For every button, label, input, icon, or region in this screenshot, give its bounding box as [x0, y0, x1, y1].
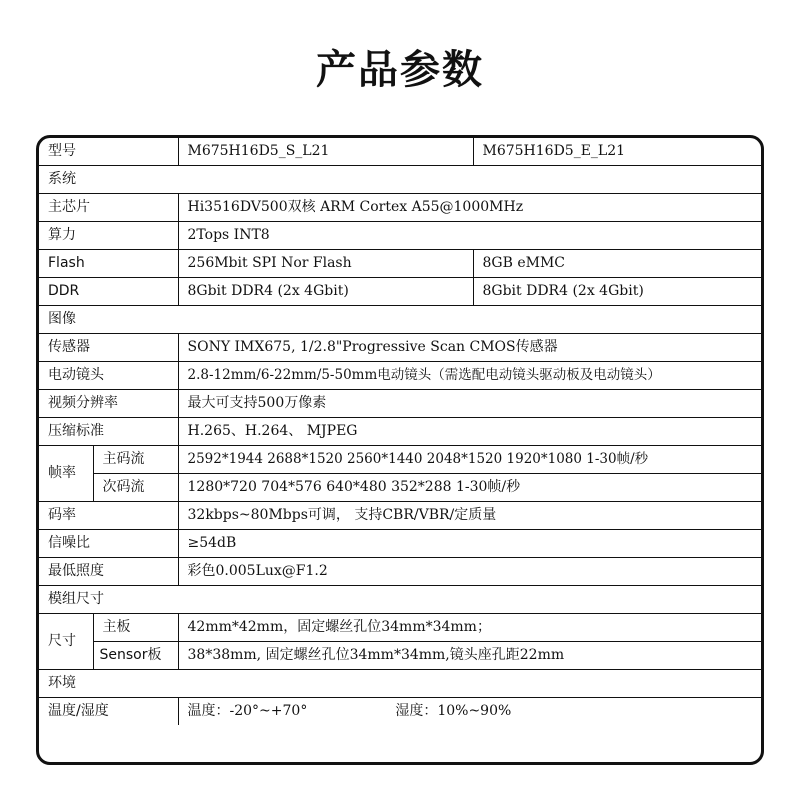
row-label-framerate: 帧率	[39, 446, 93, 502]
section-system: 系统	[39, 166, 764, 194]
framerate-main-value: 2592*1944 2688*1520 2560*1440 2048*1520 1920*1080 1-30帧/秒	[178, 446, 764, 474]
sensor-value: SONY IMX675, 1/2.8"Progressive Scan CMOS传感器	[178, 334, 764, 362]
section-row	[39, 586, 764, 614]
size-sensor-label: Sensor板	[93, 642, 178, 670]
lens-value: 2.8-12mm/6-22mm/5-50mm电动镜头（需选配电动镜头驱动板及电动镜头）	[178, 362, 764, 390]
model-s-value: M675H16D5_S_L21	[178, 138, 473, 166]
table-row	[39, 278, 764, 306]
framerate-sub-value: 1280*720 704*576 640*480 352*288 1-30帧/秒	[178, 474, 764, 502]
table-row	[39, 642, 764, 670]
section-image: 图像	[39, 306, 764, 334]
row-label-min-illum: 最低照度	[39, 558, 178, 586]
table-row	[39, 138, 764, 166]
table-row	[39, 614, 764, 642]
page-title: 产品参数	[316, 47, 484, 93]
section-row	[39, 306, 764, 334]
row-label-flash: Flash	[39, 250, 178, 278]
ddr-e-value: 8Gbit DDR4 (2x 4Gbit)	[473, 278, 764, 306]
bitrate-value: 32kbps~80Mbps可调， 支持CBR/VBR/定质量	[178, 502, 764, 530]
framerate-main-label: 主码流	[93, 446, 178, 474]
humidity-value: 湿度：10%~90%	[395, 703, 512, 719]
framerate-sub-label: 次码流	[93, 474, 178, 502]
flash-s-value: 256Mbit SPI Nor Flash	[178, 250, 473, 278]
row-label-compression: 压缩标准	[39, 418, 178, 446]
row-label-lens: 电动镜头	[39, 362, 178, 390]
row-label-compute: 算力	[39, 222, 178, 250]
table-row	[39, 362, 764, 390]
table-row	[39, 698, 764, 726]
snr-value: ≥54dB	[178, 530, 764, 558]
ddr-s-value: 8Gbit DDR4 (2x 4Gbit)	[178, 278, 473, 306]
row-label-size: 尺寸	[39, 614, 93, 670]
temperature-value: 温度：-20°~+70°	[187, 703, 308, 719]
flash-e-value: 8GB eMMC	[473, 250, 764, 278]
size-sensor-value: 38*38mm, 固定螺丝孔位34mm*34mm,镜头座孔距22mm	[178, 642, 764, 670]
row-label-bitrate: 码率	[39, 502, 178, 530]
table-row	[39, 418, 764, 446]
row-label-resolution: 视频分辨率	[39, 390, 178, 418]
resolution-value: 最大可支持500万像素	[178, 390, 764, 418]
section-row	[39, 166, 764, 194]
row-label-soc: 主芯片	[39, 194, 178, 222]
row-label-temp-humidity: 温度/湿度	[39, 698, 178, 726]
compute-value: 2Tops INT8	[178, 222, 764, 250]
min-illum-value: 彩色0.005Lux@F1.2	[178, 558, 764, 586]
table-row	[39, 530, 764, 558]
table-row	[39, 194, 764, 222]
spec-table-frame	[36, 135, 764, 765]
section-environment: 环境	[39, 670, 764, 698]
temp-humidity-value	[178, 698, 764, 726]
table-row	[39, 446, 764, 474]
row-label-snr: 信噪比	[39, 530, 178, 558]
table-row	[39, 334, 764, 362]
spec-table	[39, 137, 764, 725]
row-label-model: 型号	[39, 138, 178, 166]
size-main-label: 主板	[93, 614, 178, 642]
table-row	[39, 250, 764, 278]
model-e-value: M675H16D5_E_L21	[473, 138, 764, 166]
table-row	[39, 390, 764, 418]
section-row	[39, 670, 764, 698]
table-row	[39, 502, 764, 530]
table-row	[39, 474, 764, 502]
section-module-size: 模组尺寸	[39, 586, 764, 614]
table-row	[39, 222, 764, 250]
compression-value: H.265、H.264、 MJPEG	[178, 418, 764, 446]
soc-value: Hi3516DV500双核 ARM Cortex A55@1000MHz	[178, 194, 764, 222]
size-main-value: 42mm*42mm，固定螺丝孔位34mm*34mm；	[178, 614, 764, 642]
row-label-ddr: DDR	[39, 278, 178, 306]
table-row	[39, 558, 764, 586]
row-label-sensor: 传感器	[39, 334, 178, 362]
